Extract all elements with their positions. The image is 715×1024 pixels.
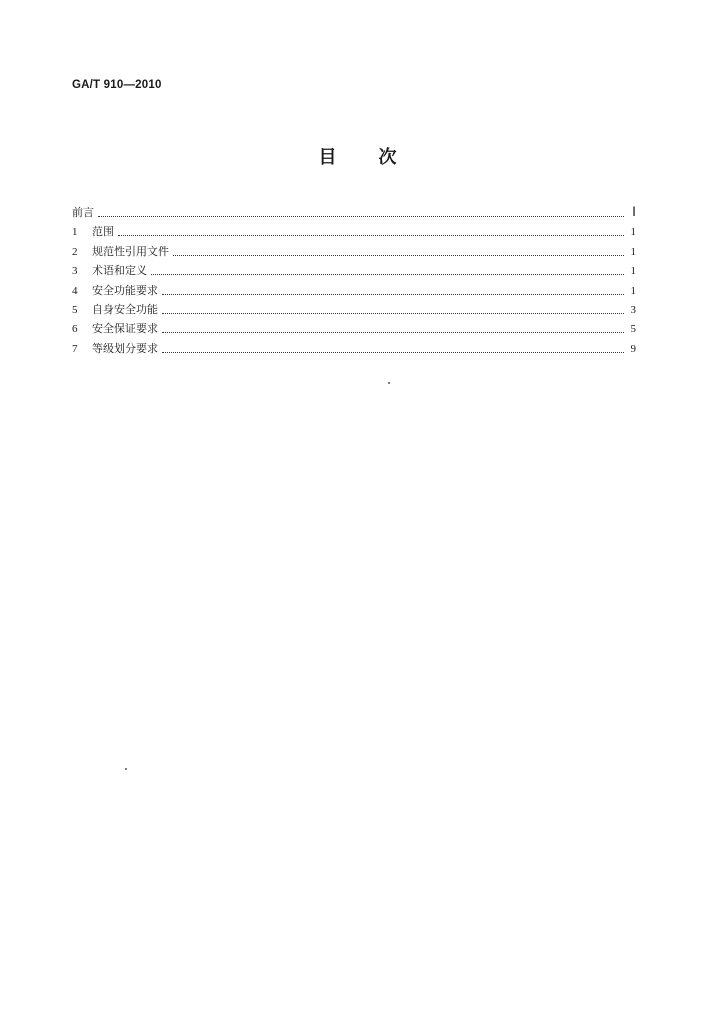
toc-entry-page: 1 bbox=[630, 245, 636, 258]
toc-entry-5[interactable] bbox=[72, 300, 636, 319]
toc-leader-dots bbox=[173, 243, 624, 256]
toc-entry-1[interactable] bbox=[72, 222, 636, 241]
scan-speck bbox=[125, 768, 127, 770]
standard-code: GA/T 910—2010 bbox=[72, 79, 162, 91]
toc-entry-4[interactable] bbox=[72, 281, 636, 300]
toc-entry-number: 5 bbox=[72, 303, 78, 316]
toc-leader-dots bbox=[162, 282, 624, 295]
toc-leader-dots bbox=[118, 223, 624, 236]
toc-entry-number: 7 bbox=[72, 342, 78, 355]
toc-entry-title: 前言 bbox=[72, 206, 94, 219]
toc-leader-dots bbox=[162, 301, 624, 314]
toc-entry-title: 等级划分要求 bbox=[92, 341, 158, 355]
toc-entry-page: 1 bbox=[630, 284, 636, 297]
toc-leader-dots bbox=[162, 340, 624, 353]
toc-leader-dots bbox=[162, 320, 624, 333]
toc-entry-page: 1 bbox=[630, 265, 636, 278]
toc-entry-number: 3 bbox=[72, 265, 78, 278]
toc-entry-2[interactable] bbox=[72, 242, 636, 261]
toc-entry-page: 1 bbox=[630, 226, 636, 239]
toc-title: 目次 bbox=[318, 147, 439, 168]
toc-entry-page: 5 bbox=[630, 323, 636, 336]
toc-entry-title: 规范性引用文件 bbox=[92, 244, 169, 258]
toc-entry-7[interactable] bbox=[72, 339, 636, 358]
toc-entry-number: 1 bbox=[72, 226, 78, 239]
toc-leader-dots bbox=[98, 204, 624, 217]
toc-entry-number: 4 bbox=[72, 284, 78, 297]
toc-entry-title: 安全功能要求 bbox=[92, 283, 158, 297]
toc-entry-title: 范围 bbox=[92, 225, 114, 239]
toc-entry-title: 安全保证要求 bbox=[92, 322, 158, 336]
toc-entry-number: 2 bbox=[72, 245, 78, 258]
table-of-contents bbox=[72, 203, 636, 358]
toc-entry-title: 自身安全功能 bbox=[92, 302, 158, 316]
toc-entry-6[interactable] bbox=[72, 319, 636, 338]
toc-entry-title: 术语和定义 bbox=[92, 264, 147, 278]
toc-entry-page: 3 bbox=[630, 303, 636, 316]
toc-entry-number: 6 bbox=[72, 323, 78, 336]
toc-entry-page: Ⅰ bbox=[632, 204, 636, 219]
toc-entry-page: 9 bbox=[630, 342, 636, 355]
scan-speck bbox=[388, 382, 390, 384]
toc-entry-3[interactable] bbox=[72, 261, 636, 280]
toc-entry-foreword[interactable] bbox=[72, 203, 636, 222]
toc-leader-dots bbox=[151, 262, 624, 275]
